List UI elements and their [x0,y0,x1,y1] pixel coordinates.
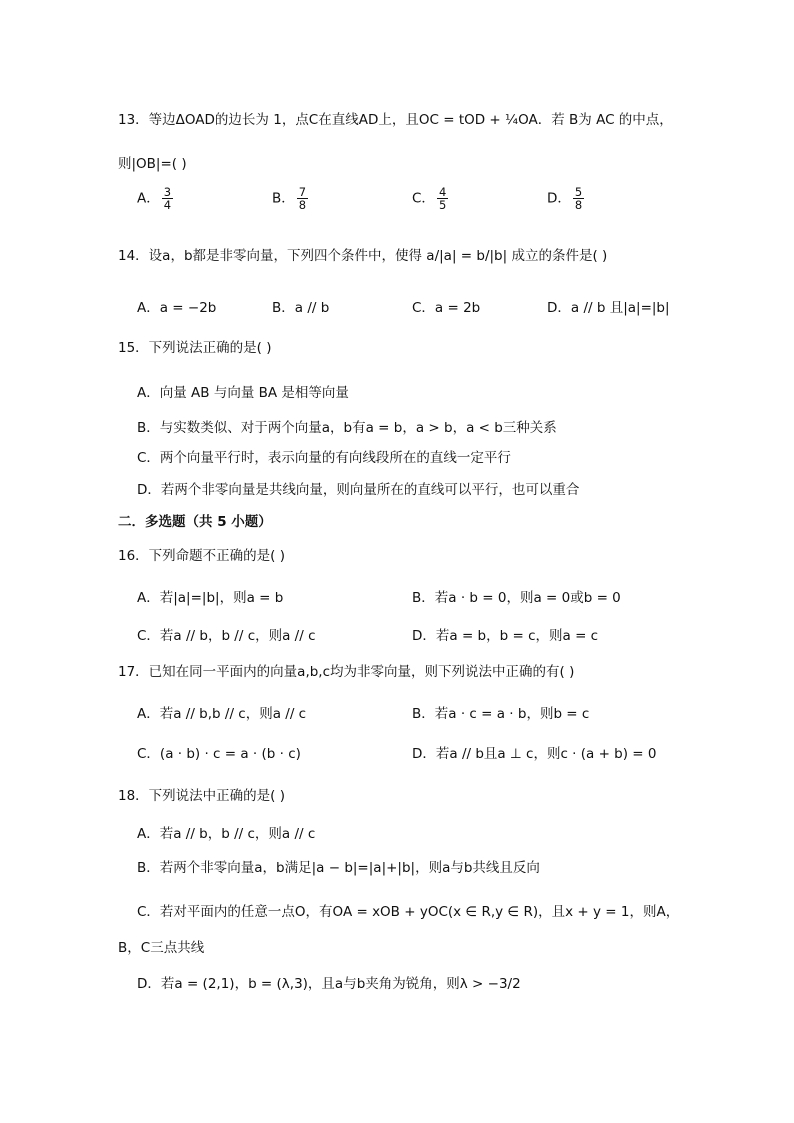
q15-option-b: B．与实数类似、对于两个向量a，b有a = b，a > b，a < b三种关系 [137,420,557,436]
q14-option-d: D．a // b 且|a|=|b| [547,300,670,316]
q18-option-d: D．若a = (2,1)，b = (λ,3)，且a与b夹角为锐角，则λ > −3/2 [137,976,521,992]
q13-option-b: B． $\frac{7}{8}$ [272,185,307,213]
q13-option-a: A． $\frac{3}{4}$ [137,185,172,213]
q18-option-c: C．若对平面内的任意一点O，有OA = xOB + yOC(x ∈ R,y ∈ R)，且x + y = 1，则A， [137,904,680,920]
q14-option-b: B．a // b [272,300,330,316]
q17-stem: 17．已知在同一平面内的向量a,b,c均为非零向量，则下列说法中正确的有( ) [118,664,575,680]
q16-option-b: B．若a · b = 0，则a = 0或b = 0 [412,590,621,606]
q17-option-c: C．(a · b) · c = a · (b · c) [137,746,301,762]
q18-option-c-cont: B，C三点共线 [118,940,205,956]
q16-option-c: C．若a // b，b // c，则a // c [137,628,316,644]
q13-stem-cont: 则|OB|=( ) [118,156,187,172]
section-heading: 二．多选题（共 5 小题） [118,514,272,530]
q15-stem: 15．下列说法正确的是( ) [118,340,272,356]
q14-stem: 14．设a，b都是非零向量，下列四个条件中，使得 a/|a| = b/|b| 成立的条件是( ) [118,248,608,264]
q18-option-b: B．若两个非零向量a，b满足|a − b|=|a|+|b|，则a与b共线且反向 [137,860,540,876]
q17-option-d: D．若a // b且a ⊥ c，则c · (a + b) = 0 [412,746,657,762]
q13-option-c: C． $\frac{4}{5}$ [412,185,447,213]
q15-option-d: D．若两个非零向量是共线向量，则向量所在的直线可以平行，也可以重合 [137,482,580,498]
q15-option-a: A．向量 AB 与向量 BA 是相等向量 [137,385,349,401]
q18-stem: 18．下列说法中正确的是( ) [118,788,286,804]
q16-option-d: D．若a = b，b = c，则a = c [412,628,599,644]
q17-option-a: A．若a // b,b // c，则a // c [137,706,307,722]
q14-option-c: C．a = 2b [412,300,481,316]
q18-option-a: A．若a // b，b // c，则a // c [137,826,316,842]
q14-option-a: A．a = −2b [137,300,217,316]
q17-option-b: B．若a · c = a · b，则b = c [412,706,590,722]
q16-stem: 16．下列命题不正确的是( ) [118,548,286,564]
q13-option-d: D． $\frac{5}{8}$ [547,185,583,213]
q15-option-c: C．两个向量平行时，表示向量的有向线段所在的直线一定平行 [137,450,511,466]
q16-option-a: A．若|a|=|b|，则a = b [137,590,284,606]
q13-stem: 13．等边ΔOAD的边长为 1，点C在直线AD上，且OC = tOD + ¼OA．若 B为 AC 的中点， [118,112,673,128]
